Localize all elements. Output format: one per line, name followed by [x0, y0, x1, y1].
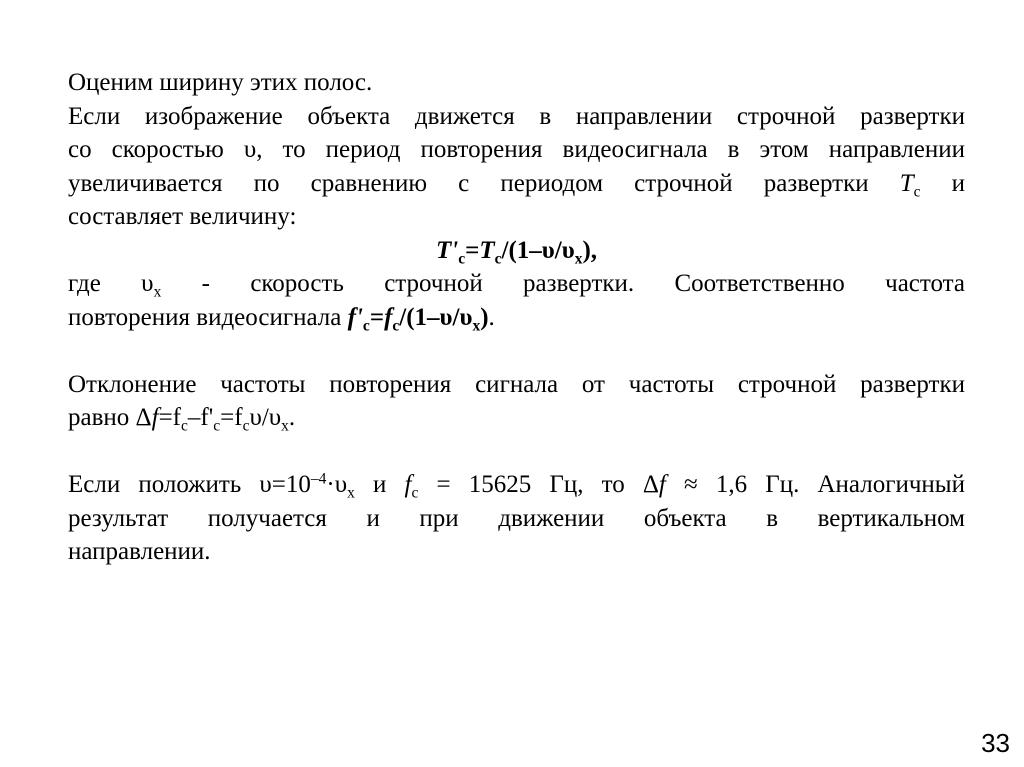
- spacer: [68, 435, 965, 469]
- para2-line2: повторения видеосигнала $f'_c=f_c/(1-\upsilon/\upsilon_x)$.: [68, 303, 495, 334]
- intro-line: Оценим ширину этих полос.: [68, 69, 373, 96]
- para2-line1: где $\upsilon_x$ - скорость строчной развертки. Соответственно частота: [68, 270, 965, 301]
- para3-line1: Отклонение частоты повторения сигнала от частоты строчной развертки: [68, 370, 965, 398]
- formula-period: $T'_c=T_c/(1-\upsilon/\upsilon_x)$,: [435, 236, 598, 267]
- para1-line2: со скоростью υ, то период повторения видеосигнала в этом направлении: [68, 136, 965, 163]
- para1-line4: составляет величину:: [68, 203, 297, 230]
- para1-line3: увеличивается по сравнению с периодом строчной развертки $T_с$ и: [68, 169, 965, 200]
- page-number: 33: [981, 728, 1010, 758]
- para3-line2: равно $\Delta f=f_c-f'_c=f_c\upsilon/\upsilon_x$.: [68, 404, 296, 435]
- para4-line1: Если положить $\upsilon=10^{-4}\cdot\upsilon_x$ и $f_c = 15625$ Гц, то Δf ≈ 1,6 Гц. Аналогичный: [68, 470, 965, 502]
- para4-line3: направлении.: [68, 538, 211, 565]
- para1-line1: Если изображение объекта движется в направлении строчной развертки: [68, 102, 965, 130]
- slide-text: [68, 66, 965, 569]
- spacer: [68, 334, 965, 368]
- para4-line2: результат получается и при движении объекта в вертикальном: [68, 504, 965, 532]
